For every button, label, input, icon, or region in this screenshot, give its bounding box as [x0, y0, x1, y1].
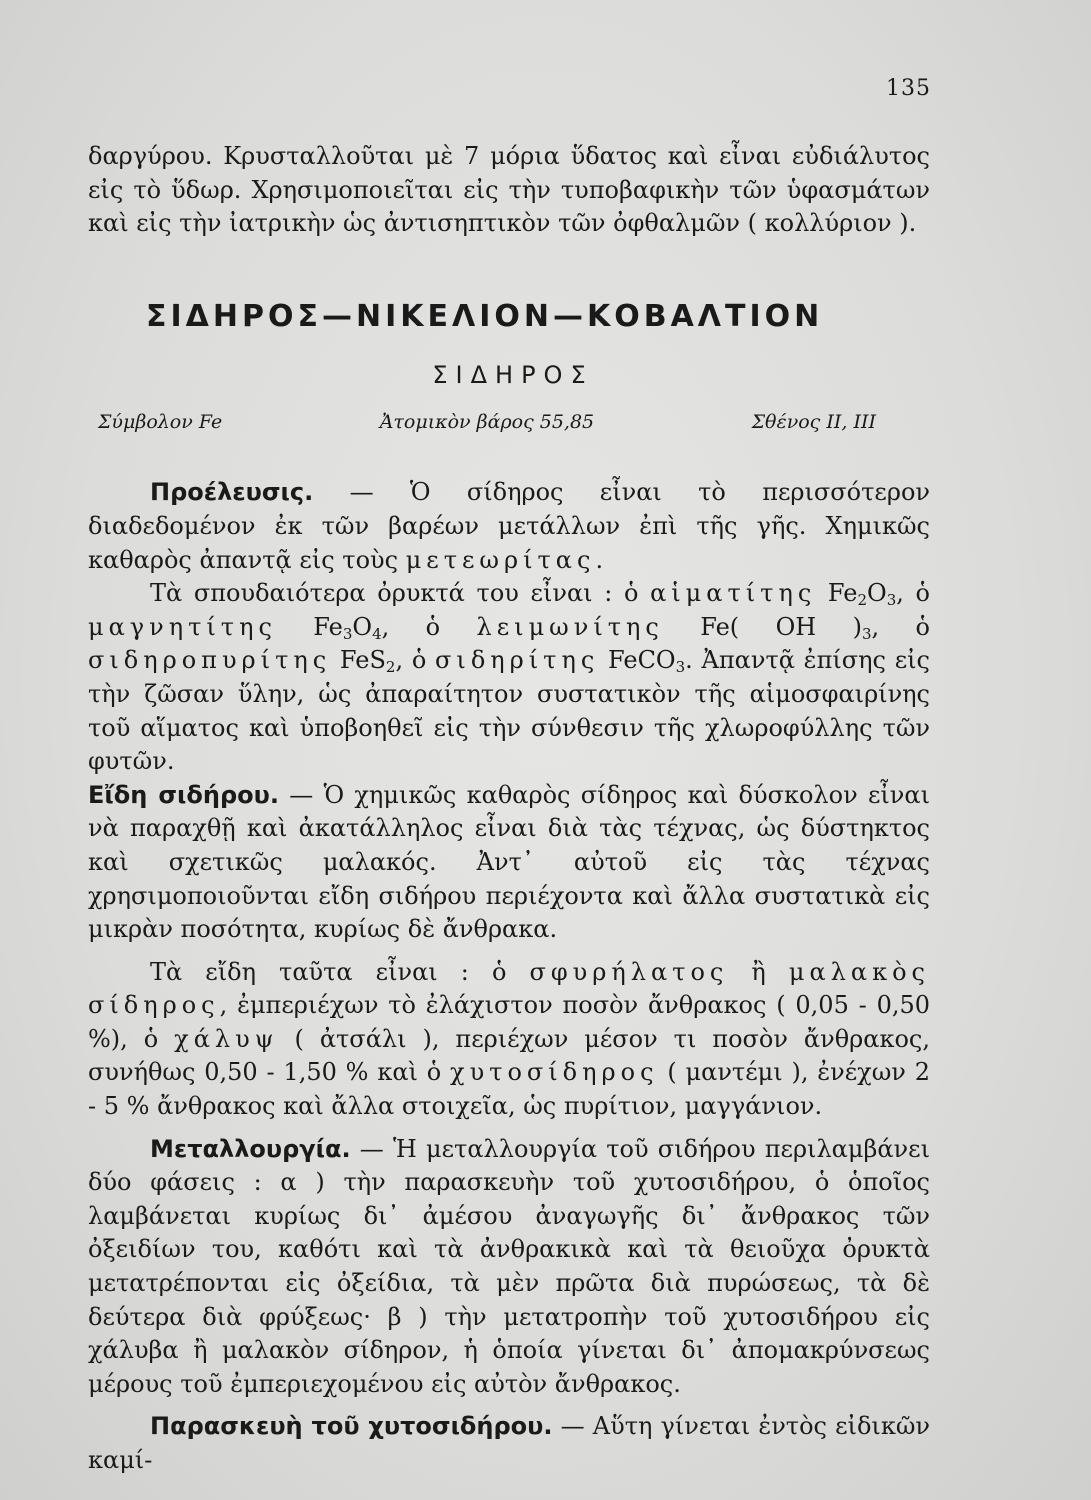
- metallourgia-paragraph: Μεταλλουργία. — Ἡ μεταλλουργία τοῦ σιδήρου περιλαμβάνει δύο φάσεις : α ) τὴν παρασκευὴν τοῦ χυτοσιδήρου, ὁ ὁποῖος λαμβάνεται κυρίως δι᾽ ἀμέσου ἀναγωγῆς δι᾽ ἄνθρακος τῶν ὀξειδίων του, καθότι καὶ τὰ ἀνθρακικὰ καὶ τὰ θειοῦχα ὀρυκτὰ μετατρέπονται εἰς ὀξείδια, τὰ μὲν πρῶτα διὰ πυρώσεως, τὰ δὲ δεύτερα διὰ φρύξεως· β ) τὴν μετατροπὴν τοῦ χυτοσιδήρου εἰς χάλυβα ἢ μαλακὸν σίδηρον, ἡ ὁποία γίνεται δι᾽ ἀπομακρύνσεως μέρους τοῦ ἐμπεριεχομένου εἰς αὐτὸν ἄνθρακος.: [88, 1134, 930, 1398]
- chemical-formula: Fe( OH )$_3$: [663, 612, 872, 643]
- metallourgia-heading: Μεταλλουργία.: [150, 1134, 351, 1163]
- proeleusis-heading: Προέλευσις.: [150, 478, 314, 507]
- chemical-formula: FeCO$_3$: [599, 646, 686, 677]
- eidi-heading: Εἴδη σιδήρου.: [88, 780, 279, 809]
- types-paragraph: Τὰ εἴδη ταῦτα εἶναι : ὁ σφυρήλατος ἢ μαλακὸς σίδηρος, ἐμπεριέχων τὸ ἐλάχιστον ποσὸν ἄνθρακος ( 0,05 - 0,50 %), ὁ χάλυψ ( ἀτσάλι ), περιέχων μέσον τι ποσὸν ἄνθρακος, συνήθως 0,50 - 1,50 % καὶ ὁ χυτοσίδηρος ( μαντέμι ), ἐνέχων 2 - 5 % ἄνθρακος καὶ ἄλλα στοιχεῖα, ὡς πυρίτιον, μαγγάνιον.: [88, 957, 930, 1121]
- section-title: ΣΙΔΗΡΟΣ: [432, 360, 594, 389]
- intro-paragraph: δαργύρου. Κρυσταλλοῦται μὲ 7 μόρια ὕδατος καὶ εἶναι εὐδιάλυτος εἰς τὸ ὕδωρ. Χρησιμοποιεῖται εἰς τὴν τυποβαφικὴν τῶν ὑφασμάτων καὶ εἰς τὴν ἰατρικὴν ὡς ἀντισηπτικὸν τῶν ὀφθαλμῶν ( κολλύριον ).: [88, 142, 930, 238]
- mineral-name: αἱματίτης: [650, 579, 817, 608]
- chapter-title: ΣΙΔΗΡΟΣ—ΝΙΚΕΛΙΟΝ—ΚΟΒΑΛΤΙΟΝ: [146, 298, 824, 334]
- minerals-paragraph: Τὰ σπουδαιότερα ὀρυκτά του εἶναι : ὁ αἱματίτης $Fe_2O_3$, ὁ μαγνητίτης $Fe_3O_4$, ὁ λειμωνίτης Fe( OH )$_3$, ὁ σιδηροπυρίτης FeS$_2$, ὁ σιδηρίτης FeCO$_3$. Ἀπαντᾷ ἐπίσης εἰς τὴν ζῶσαν ὕλην, ὡς ἀπαραίτητον συστατικὸν τῆς αἱμοσφαιρίνης τοῦ αἵματος καὶ ὑποβοηθεῖ εἰς τὴν σύνθεσιν τῆς χλωροφύλλης τῶν φυτῶν.: [88, 579, 930, 776]
- element-info: [98, 408, 876, 436]
- mineral-name: λειμωνίτης: [476, 612, 664, 641]
- chemical-formula: $Fe_2O_3$: [816, 579, 897, 610]
- spaced-term: σφυρήλατος: [529, 957, 729, 986]
- mineral-name: σιδηροπυρίτης: [88, 646, 332, 675]
- spaced-term: χυτοσίδηρος: [450, 1058, 659, 1087]
- page-number: 135: [886, 76, 931, 101]
- element-atomic-weight: Ἀτομικὸν βάρος 55,85: [379, 411, 595, 434]
- element-symbol: Σύμβολον Fe: [98, 411, 223, 434]
- chemical-formula: FeS$_2$: [331, 646, 396, 677]
- spaced-term: μαλακὸς σίδηρος: [88, 957, 930, 1020]
- eidi-paragraph: Εἴδη σιδήρου. — Ὁ χημικῶς καθαρὸς σίδηρος καὶ δύσκολον εἶναι νὰ παραχθῇ καὶ ἀκατάλληλος εἶναι διὰ τὰς τέχνας, ὡς δύστηκτος καὶ σχετικῶς μαλακός. Ἀντ᾽ αὐτοῦ εἰς τὰς τέχνας χρησιμοποιοῦνται εἴδη σιδήρου περιέχοντα καὶ ἄλλα συστατικὰ εἰς μικρὰν ποσότητα, κυρίως δὲ ἄνθρακα.: [88, 780, 930, 944]
- chemical-formula: $Fe_3O_4$: [276, 612, 382, 643]
- spaced-term: μετεωρίτας.: [405, 545, 609, 574]
- mineral-name: μαγνητίτης: [88, 612, 277, 641]
- mineral-name: σιδηρίτης: [435, 646, 600, 675]
- spaced-term: χάλυψ: [174, 1024, 279, 1053]
- element-valence: Σθένος II, III: [751, 411, 876, 434]
- paraskevi-paragraph: Παρασκευὴ τοῦ χυτοσιδήρου. — Αὕτη γίνεται ἐντὸς εἰδικῶν καμί-: [88, 1412, 930, 1474]
- paraskevi-heading: Παρασκευὴ τοῦ χυτοσιδήρου.: [150, 1412, 553, 1441]
- proeleusis-paragraph: Προέλευσις. — Ὁ σίδηρος εἶναι τὸ περισσότερον διαδεδομένον ἐκ τῶν βαρέων μετάλλων ἐπὶ τῆς γῆς. Χημικῶς καθαρὸς ἀπαντᾷ εἰς τοὺς μετεωρίτας.: [88, 478, 930, 574]
- page-body: [88, 140, 930, 1478]
